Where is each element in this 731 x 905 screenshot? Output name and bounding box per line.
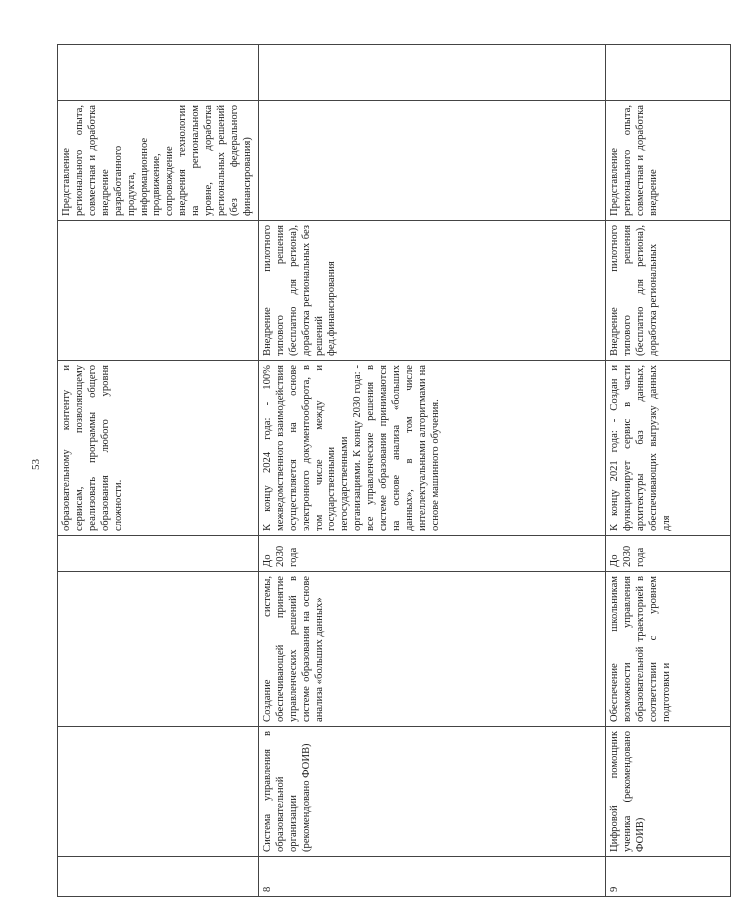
cell-term: До 2030 года [258,536,605,572]
cell-present: Представление регионального опыта, совместная и доработка внедрение разработанного продукта, информационное продвижение, сопровождение внедрения технологии на региональном уровне, доработка региональных решений (без федерального финансирования) [58,101,259,221]
cell-present: Представление регионального опыта, совместная и доработка внедрение [605,101,730,221]
cell-rest [258,45,605,101]
rotated-table-container [57,45,672,897]
cell-task [58,572,259,727]
measures-table [57,44,731,897]
cell-task: Создание системы, обеспечивающей принятие управленческих решений в системе образования на основе анализа «больших данных» [258,572,605,727]
cell-task: Обеспечение школьникам возможности управления образовательной траекторией в соответствии с уровнем подготовки и [605,572,730,727]
cell-pilot: Внедрение пилотного типового решения (бесплатно для региона), доработка региональных без решений фед.финансирования [258,221,605,361]
cell-name: Цифровой помощник ученика (рекомендовано ФОИВ) [605,727,730,857]
table-row [605,45,730,897]
cell-name [58,727,259,857]
cell-result: образовательному контенту и сервисам, позволяющему реализовать программы общего образования любого уровня сложности. [58,361,259,536]
cell-rest [58,45,259,101]
table-row [58,45,259,897]
cell-pilot [58,221,259,361]
cell-rest [605,45,730,101]
table-row [258,45,605,897]
cell-name: Система управления в образовательной организации (рекомендовано ФОИВ) [258,727,605,857]
cell-num: 9 [605,857,730,897]
cell-term [58,536,259,572]
cell-num: 8 [258,857,605,897]
page-number: 53 [30,459,42,470]
cell-num [58,857,259,897]
cell-present [258,101,605,221]
cell-result: К концу 2021 года: - Создан и функционирует сервис в части архитектуры баз данных, обеспечивающих выгрузку данных для [605,361,730,536]
cell-result: К концу 2024 года: - 100% межведомственного взаимодействия осуществляется на основе электронного документооборота, в том числе между и государственными негосударственными организациями. К концу 2030 года: - все управленческие решения в системе образования принимаются на основе анализа «больших данных», в том числе интеллектуальными алгоритмами на основе машинного обучения. [258,361,605,536]
cell-pilot: Внедрение пилотного типового решения (бесплатно для региона), доработка региональных [605,221,730,361]
cell-term: До 2030 года [605,536,730,572]
